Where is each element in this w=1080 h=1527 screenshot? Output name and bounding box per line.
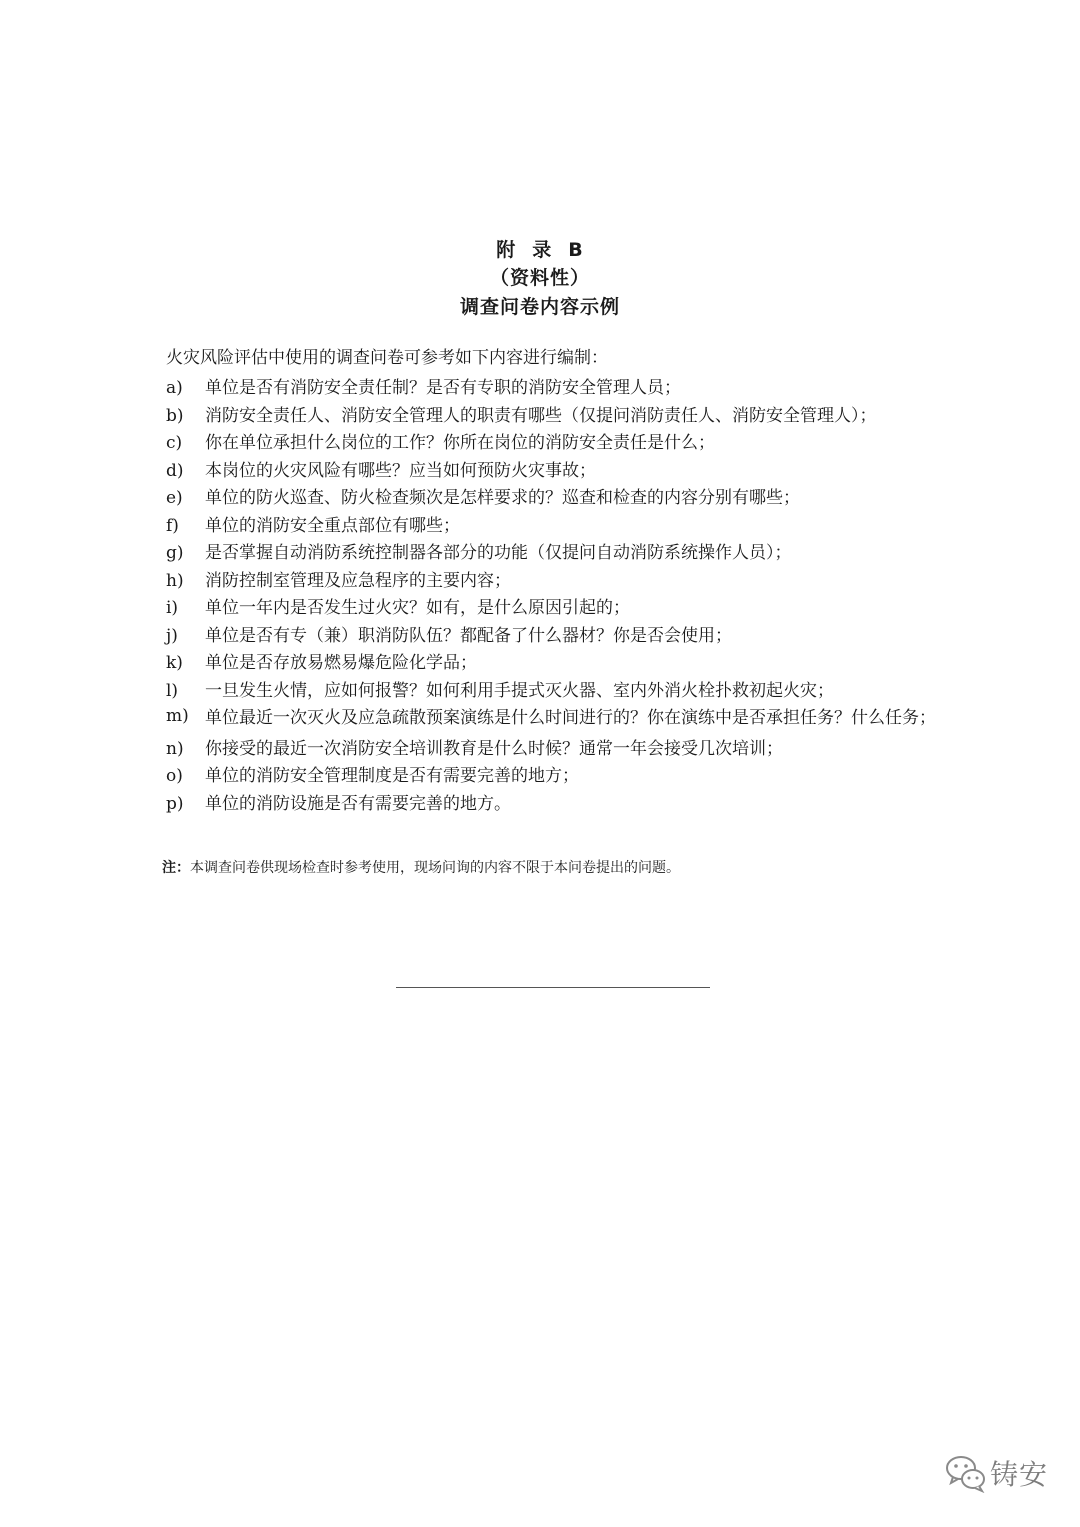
list-marker: p) bbox=[166, 793, 184, 814]
list-item bbox=[166, 460, 996, 482]
list-item bbox=[166, 652, 996, 674]
list-marker: g) bbox=[166, 543, 184, 563]
list-item bbox=[166, 570, 996, 592]
list-item bbox=[166, 515, 996, 537]
list-item-text: 单位的防火巡查、防火检查频次是怎样要求的？巡查和检查的内容分别有哪些； bbox=[205, 488, 800, 508]
list-marker: m) bbox=[166, 706, 189, 726]
list-item bbox=[166, 625, 996, 647]
list-item-text: 消防安全责任人、消防安全管理人的职责有哪些（仅提问消防责任人、消防安全管理人）； bbox=[205, 405, 877, 426]
list-item-text: 单位的消防安全管理制度是否有需要完善的地方； bbox=[205, 766, 579, 786]
list-marker: n) bbox=[166, 738, 184, 759]
appendix-heading bbox=[0, 238, 1080, 262]
note bbox=[162, 858, 680, 878]
list-item-text: 一旦发生火情，应如何报警？如何利用手提式灭火器、室内外消火栓扑救初起火灾； bbox=[205, 680, 834, 701]
intro-paragraph: 火灾风险评估中使用的调查问卷可参考如下内容进行编制： bbox=[166, 348, 608, 368]
list-item-text: 你接受的最近一次消防安全培训教育是什么时候？通常一年会接受几次培训； bbox=[205, 738, 783, 759]
list-marker: e) bbox=[166, 488, 183, 508]
list-item bbox=[166, 405, 996, 427]
list-item-text: 本岗位的火灾风险有哪些？应当如何预防火灾事故； bbox=[205, 460, 596, 481]
list-marker: j) bbox=[166, 625, 178, 646]
list-item-text: 单位是否有专（兼）职消防队伍？都配备了什么器材？你是否会使用； bbox=[205, 625, 732, 646]
list-marker: b) bbox=[166, 405, 184, 426]
appendix-title: 调查问卷内容示例 bbox=[459, 296, 620, 318]
wechat-icon bbox=[944, 1453, 988, 1493]
list-marker: k) bbox=[166, 653, 183, 673]
list-item bbox=[166, 487, 996, 509]
list-item bbox=[166, 793, 996, 815]
list-marker: l) bbox=[166, 680, 179, 701]
list-item bbox=[166, 432, 996, 454]
list-item-text: 是否掌握自动消防系统控制器各部分的功能（仅提问自动消防系统操作人员）； bbox=[205, 543, 792, 563]
list-item bbox=[166, 765, 996, 787]
list-item bbox=[166, 542, 996, 564]
appendix-type: （资料性） bbox=[489, 267, 590, 289]
list-marker: h) bbox=[166, 570, 184, 591]
list-item-text: 你在单位承担什么岗位的工作？你所在岗位的消防安全责任是什么； bbox=[205, 433, 715, 453]
list-item-text: 单位是否存放易燃易爆危险化学品； bbox=[205, 653, 477, 673]
appendix-letter: B bbox=[568, 239, 584, 261]
list-marker: i) bbox=[166, 598, 179, 618]
end-rule bbox=[396, 987, 710, 988]
list-item bbox=[166, 597, 996, 619]
note-text: 本调查问卷供现场检查时参考使用，现场问询的内容不限于本问卷提出的问题。 bbox=[190, 860, 680, 876]
list-item bbox=[166, 680, 996, 702]
list-item-text: 消防控制室管理及应急程序的主要内容； bbox=[205, 570, 511, 591]
list-item-text: 单位的消防安全重点部位有哪些； bbox=[205, 515, 460, 536]
list-item-text: 单位是否有消防安全责任制？是否有专职的消防安全管理人员； bbox=[205, 378, 681, 398]
appendix-word-2: 录 bbox=[532, 239, 553, 261]
question-list bbox=[166, 377, 996, 820]
list-item-text: 单位最近一次灭火及应急疏散预案演练是什么时间进行的？你在演练中是否承担任务？什么任务； bbox=[205, 708, 936, 728]
list-marker: a) bbox=[166, 378, 183, 398]
list-item bbox=[166, 738, 996, 760]
list-item-text: 单位一年内是否发生过火灾？如有，是什么原因引起的； bbox=[205, 598, 630, 618]
list-item bbox=[166, 705, 996, 732]
list-marker: o) bbox=[166, 766, 183, 786]
appendix-word: 附 bbox=[496, 239, 517, 261]
list-item bbox=[166, 377, 996, 399]
list-marker: f) bbox=[166, 515, 179, 536]
watermark bbox=[944, 1453, 1048, 1493]
list-marker: d) bbox=[166, 460, 184, 481]
list-marker: c) bbox=[166, 433, 183, 453]
note-label: 注： bbox=[162, 860, 190, 876]
watermark-text: 铸安 bbox=[990, 1458, 1049, 1491]
list-item-text: 单位的消防设施是否有需要完善的地方。 bbox=[205, 793, 511, 814]
